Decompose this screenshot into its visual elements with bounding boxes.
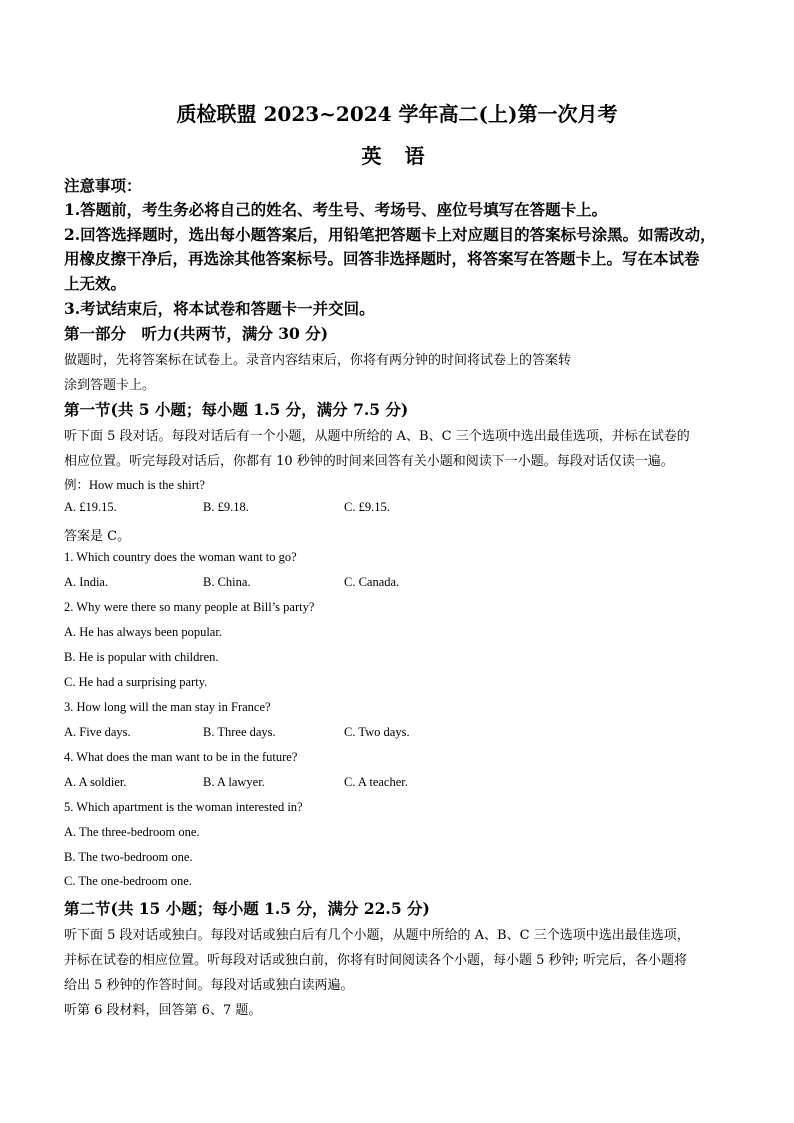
section2-instruction: 并标在试卷的相应位置。听每段对话或独白前，你将有时间阅读各个小题，每小题 5 秒钟; 听完后，各小题将: [64, 953, 688, 968]
section1-instruction: 听下面 5 段对话。每段对话后有一个小题，从题中所给的 A、B、C 三个选项中选出最佳选项，并标在试卷的: [64, 429, 690, 444]
q3-option-b: B. Three days.: [203, 725, 276, 739]
subject-title: 英 语: [361, 144, 433, 168]
question-3: 3. How long will the man stay in France?: [64, 700, 271, 714]
example-question: 例：How much is the shirt?: [64, 478, 205, 492]
example-option-b: B. £9.18.: [203, 500, 249, 514]
q4-option-b: B. A lawyer.: [203, 775, 265, 789]
notice-item: 上无效。: [64, 274, 127, 293]
notice-item: 用橡皮擦干净后，再选涂其他答案标号。回答非选择题时，将答案写在答题卡上。写在本试卷: [64, 249, 700, 268]
section2-instruction: 给出 5 秒钟的作答时间。每段对话或独白读两遍。: [64, 978, 354, 993]
section1-instruction: 相应位置。听完每段对话后，你都有 10 秒钟的时间来回答有关小题和阅读下一小题。每段对话仅读一遍。: [64, 454, 674, 469]
example-option-a: A. £19.15.: [64, 500, 117, 514]
notice-item: 3.考试结束后，将本试卷和答题卡一并交回。: [64, 299, 375, 318]
question-2: 2. Why were there so many people at Bill’s party?: [64, 600, 315, 614]
q1-option-c: C. Canada.: [344, 575, 400, 589]
section2-heading: 第二节(共 15 小题；每小题 1.5 分，满分 22.5 分): [64, 899, 430, 918]
notice-heading: 注意事项：: [64, 176, 142, 195]
part1-intro: 涂到答题卡上。: [64, 378, 156, 393]
section1-heading: 第一节(共 5 小题；每小题 1.5 分，满分 7.5 分): [64, 400, 409, 419]
q4-option-a: A. A soldier.: [64, 775, 127, 789]
example-option-c: C. £9.15.: [344, 500, 390, 514]
section2-material: 听第 6 段材料，回答第 6、7 题。: [64, 1003, 262, 1018]
notice-item: 2.回答选择题时，选出每小题答案后，用铅笔把答题卡上对应题目的答案标号涂黑。如需改动，: [64, 225, 716, 244]
q2-option-a: A. He has always been popular.: [64, 625, 222, 639]
example-answer: 答案是 C。: [64, 529, 131, 544]
exam-title: 质检联盟 2023~2024 学年高二(上)第一次月考: [176, 102, 618, 126]
q3-option-a: A. Five days.: [64, 725, 131, 739]
q2-option-b: B. He is popular with children.: [64, 650, 219, 664]
section2-instruction: 听下面 5 段对话或独白。每段对话或独白后有几个小题，从题中所给的 A、B、C 三个选项中选出最佳选项，: [64, 928, 690, 943]
q3-option-c: C. Two days.: [344, 725, 410, 739]
notice-item: 1.答题前，考生务必将自己的姓名、考生号、考场号、座位号填写在答题卡上。: [64, 200, 608, 219]
q5-option-a: A. The three-bedroom one.: [64, 825, 200, 839]
q2-option-c: C. He had a surprising party.: [64, 675, 208, 689]
part1-heading: 第一部分 听力(共两节，满分 30 分): [64, 324, 329, 343]
q5-option-b: B. The two-bedroom one.: [64, 850, 193, 864]
question-1: 1. Which country does the woman want to go?: [64, 550, 297, 564]
part1-intro: 做题时，先将答案标在试卷上。录音内容结束后，你将有两分钟的时间将试卷上的答案转: [64, 353, 572, 368]
q4-option-c: C. A teacher.: [344, 775, 408, 789]
question-5: 5. Which apartment is the woman interested in?: [64, 800, 303, 814]
question-4: 4. What does the man want to be in the future?: [64, 750, 298, 764]
q5-option-c: C. The one-bedroom one.: [64, 874, 192, 888]
q1-option-b: B. China.: [203, 575, 251, 589]
q1-option-a: A. India.: [64, 575, 109, 589]
